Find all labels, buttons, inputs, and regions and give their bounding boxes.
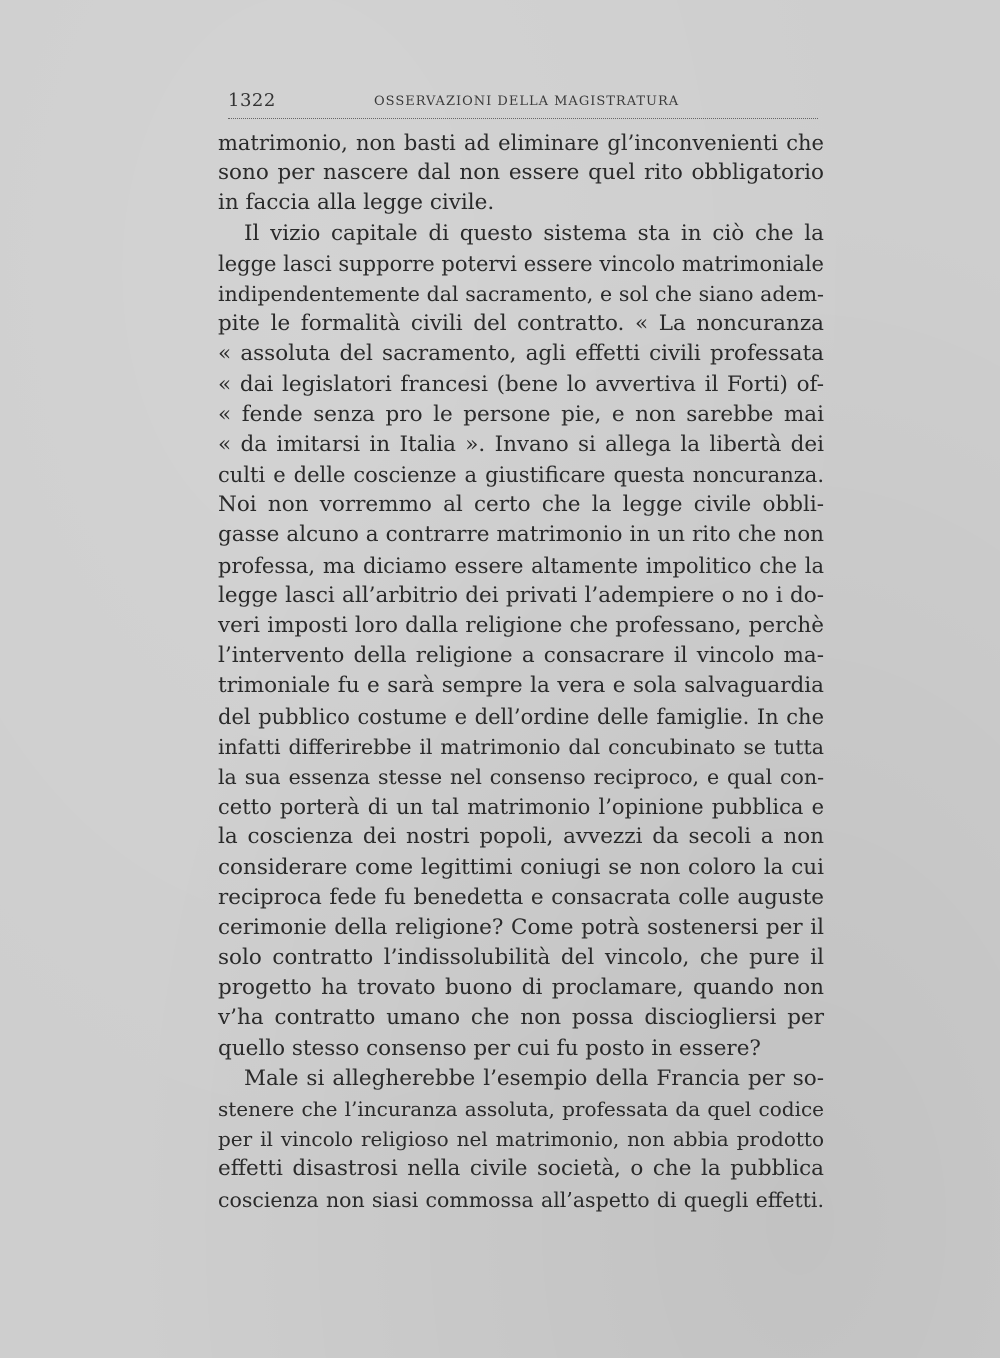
text-line: per il vincolo religioso nel matrimonio, non abbia prodotto — [218, 1127, 824, 1152]
text-line: « da imitarsi in Italia ». Invano si allega la libertà dei — [218, 431, 824, 457]
text-line: « fende senza pro le persone pie, e non sarebbe mai — [218, 401, 824, 427]
text-line: sono per nascere dal non essere quel rito obbligatorio — [218, 160, 824, 186]
running-title: OSSERVAZIONI DELLA MAGISTRATURA — [374, 94, 680, 109]
text-line: pite le formalità civili del contratto. « La noncuranza — [218, 311, 824, 337]
text-line: in faccia alla legge civile. — [218, 190, 495, 216]
text-line: culti e delle coscienze a giustificare questa noncuranza. — [218, 463, 824, 488]
running-head — [228, 90, 820, 116]
text-line: « assoluta del sacramento, agli effetti civili professata — [218, 341, 824, 367]
text-line: v’ha contratto umano che non possa disciogliersi per — [218, 1005, 824, 1031]
text-line: professa, ma diciamo essere altamente impolitico che la — [218, 553, 824, 578]
text-line: infatti differirebbe il matrimonio dal concubinato se tutta — [218, 734, 824, 759]
text-line: veri imposti loro dalla religione che professano, perchè — [218, 613, 824, 638]
text-line: considerare come legittimi coniugi se non coloro la cui — [218, 854, 824, 880]
text-line: cerimonie della religione? Come potrà sostenersi per il — [218, 914, 824, 940]
text-line: del pubblico costume e dell’ordine delle famiglie. In che — [218, 704, 824, 729]
text-line: reciproca fede fu benedetta e consacrata colle auguste — [218, 884, 824, 910]
text-line: la coscienza dei nostri popoli, avvezzi da secoli a non — [218, 824, 824, 850]
text-line: solo contratto l’indissolubilità del vincolo, che pure il — [218, 945, 824, 971]
text-line: effetti disastrosi nella civile società, o che la pubblica — [218, 1156, 824, 1182]
text-line: indipendentemente dal sacramento, e sol che siano adem- — [218, 281, 824, 306]
text-line: quello stesso consenso per cui fu posto in essere? — [218, 1035, 761, 1061]
text-line: la sua essenza stesse nel consenso reciproco, e qual con- — [218, 764, 824, 789]
text-line: trimoniale fu e sarà sempre la vera e sola salvaguardia — [218, 673, 824, 699]
text-line: gasse alcuno a contrarre matrimonio in un rito che non — [218, 522, 824, 548]
text-line: Male si allegherebbe l’esempio della Francia per so- — [244, 1065, 824, 1091]
text-line: coscienza non siasi commossa all’aspetto di quegli effetti. — [218, 1187, 824, 1212]
text-line: stenere che l’incuranza assoluta, professata da quel codice — [218, 1097, 824, 1121]
text-line: progetto ha trovato buono di proclamare, quando non — [218, 975, 824, 1001]
body-text — [218, 128, 824, 1215]
text-line: « dai legislatori francesi (bene lo avvertiva il Forti) of- — [218, 371, 824, 397]
text-line: legge lasci supporre potervi essere vincolo matrimoniale — [218, 251, 824, 276]
text-line: legge lasci all’arbitrio dei privati l’adempiere o no i do- — [218, 582, 824, 608]
text-line: Il vizio capitale di questo sistema sta in ciò che la — [244, 220, 824, 246]
text-line: l’intervento della religione a consacrare il vincolo ma- — [218, 643, 824, 669]
header-rule — [228, 118, 818, 119]
text-line: Noi non vorremmo al certo che la legge civile obbli- — [218, 492, 824, 518]
page-number: 1322 — [228, 90, 276, 111]
text-line: cetto porterà di un tal matrimonio l’opinione pubblica e — [218, 795, 824, 820]
text-line: matrimonio, non basti ad eliminare gl’inconvenienti che — [218, 131, 824, 155]
